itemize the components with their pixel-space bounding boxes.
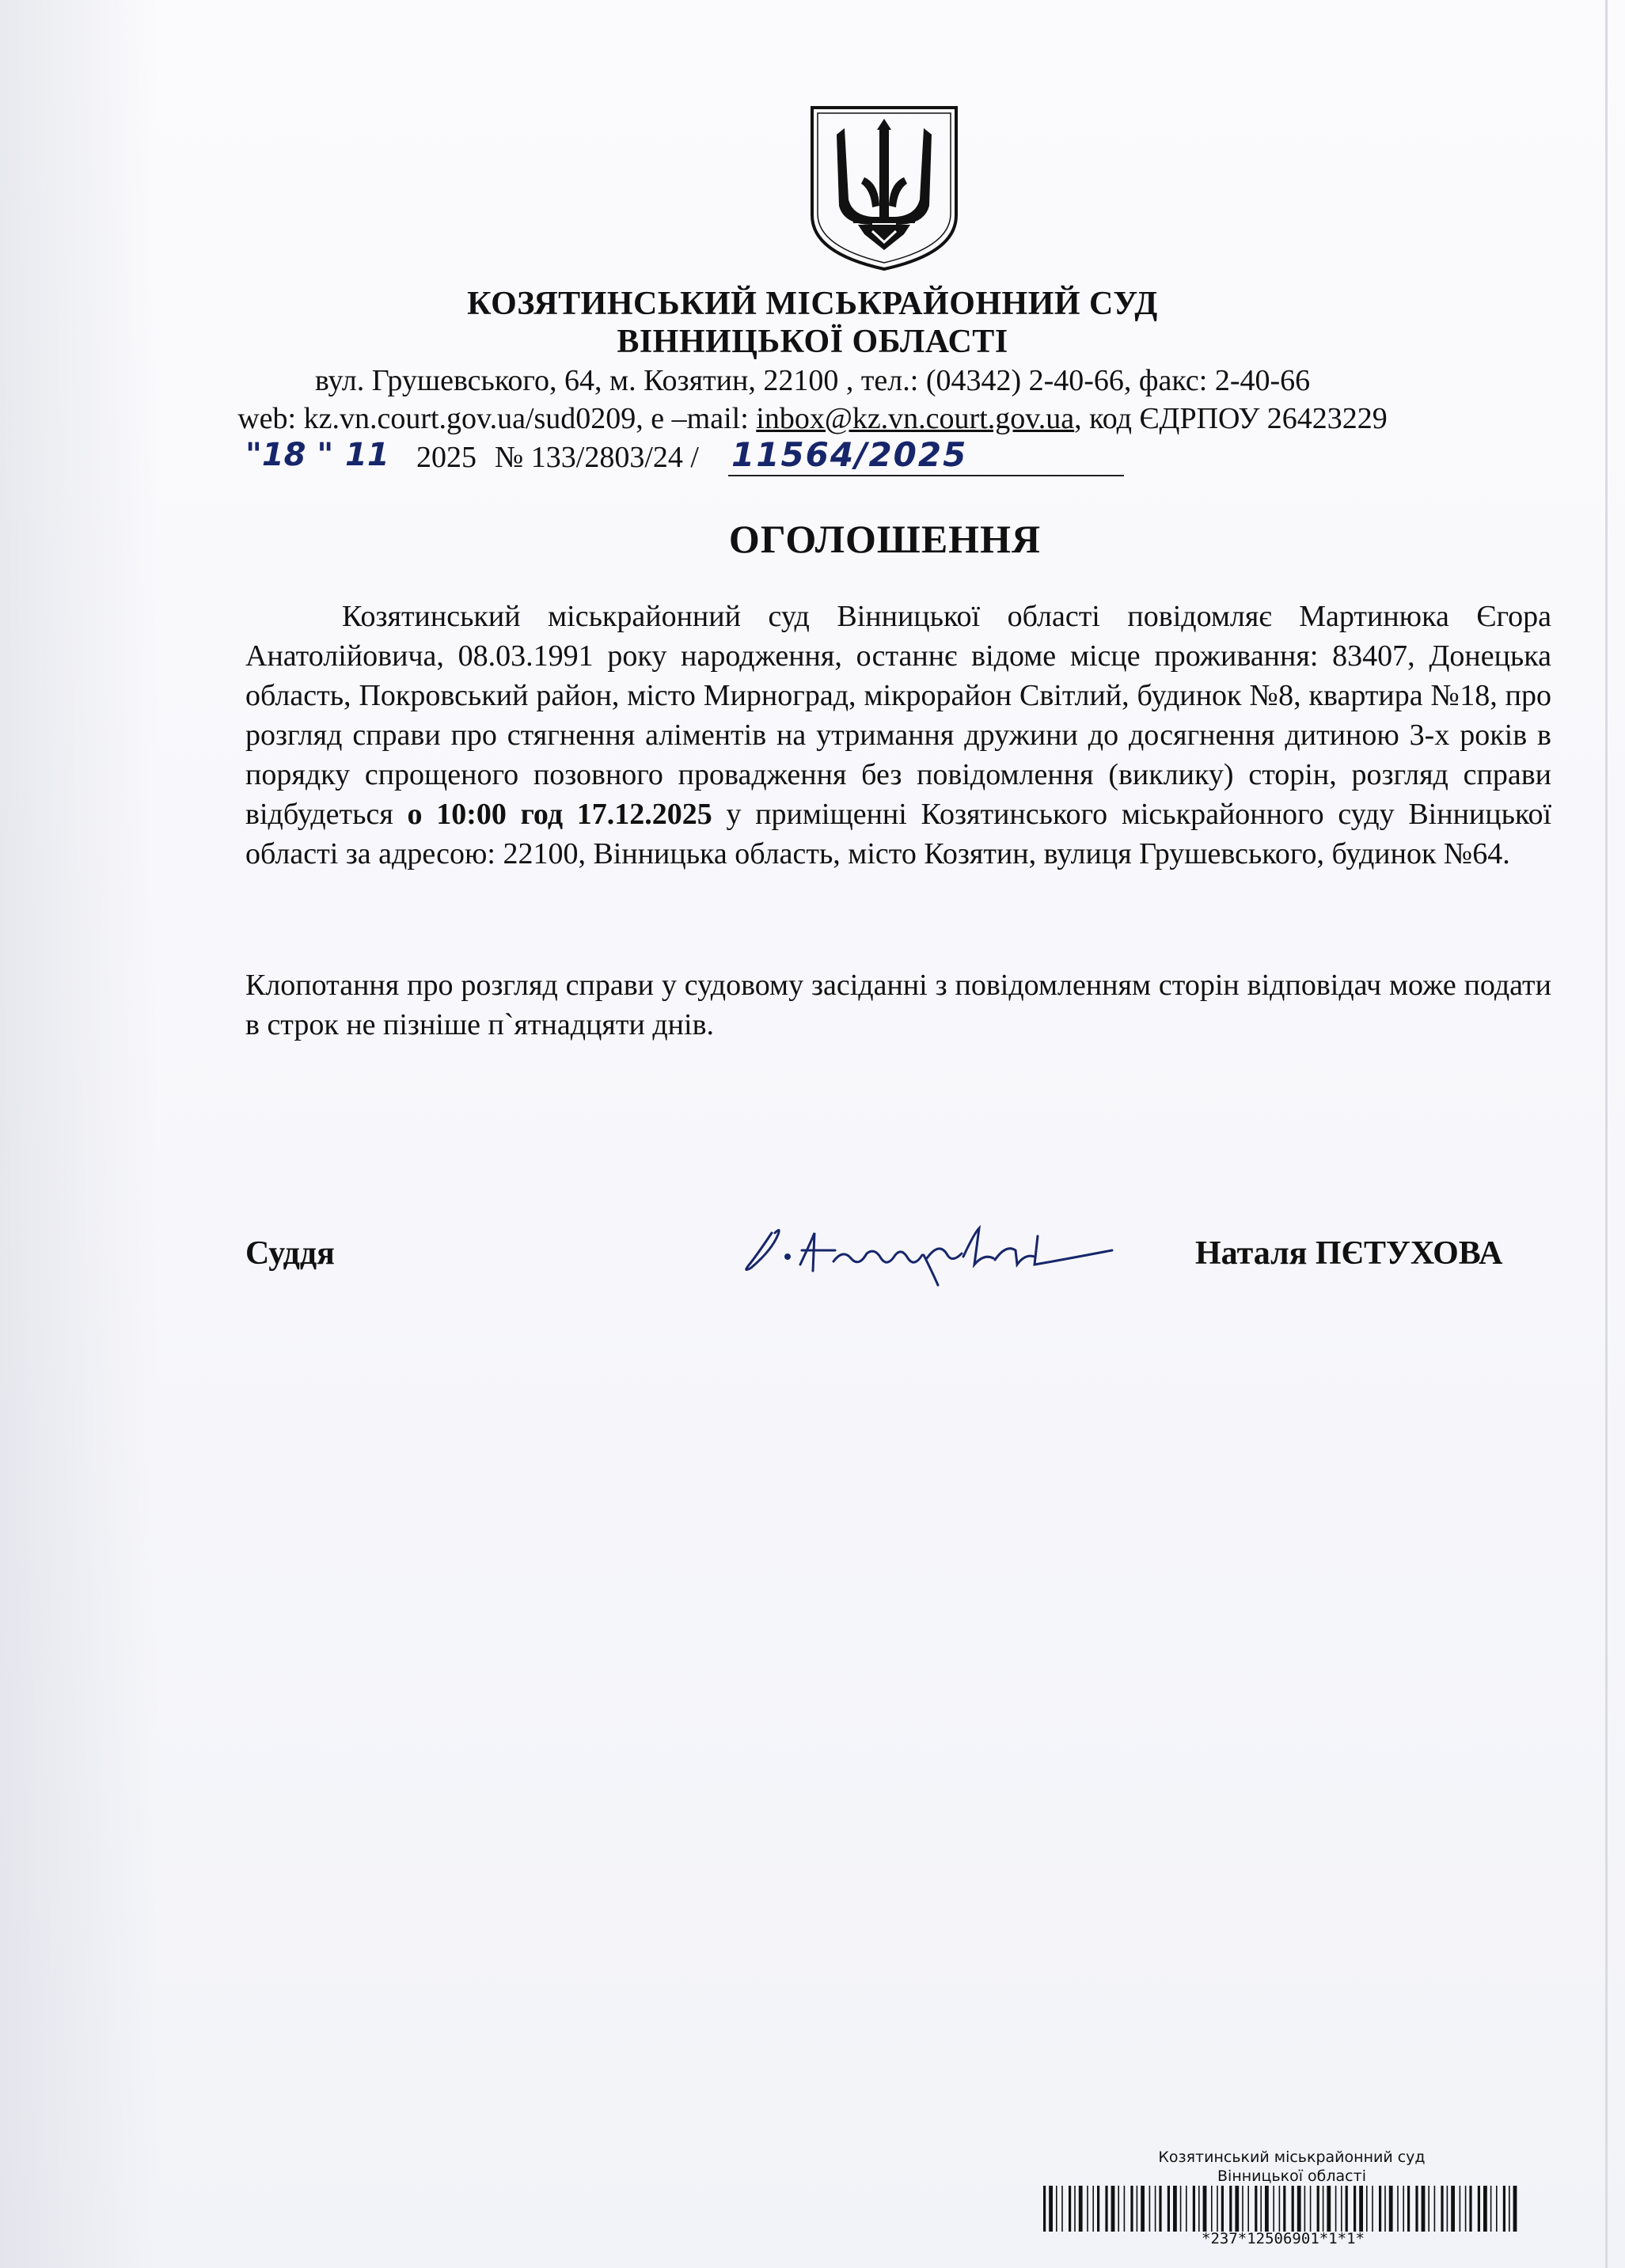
court-name-line2: ВІННИЦЬКОЇ ОБЛАСТІ [617, 324, 1008, 360]
registration-underline [728, 475, 1124, 476]
barcode-bar [1323, 2186, 1324, 2232]
barcode-bar [1069, 2186, 1071, 2232]
barcode-bar [1149, 2186, 1151, 2232]
barcode-bar [1173, 2186, 1177, 2232]
registration-day: "18 " [245, 437, 334, 473]
barcode-bar [1247, 2186, 1249, 2232]
barcode-bar [1056, 2186, 1057, 2232]
judge-role: Суддя [245, 1235, 335, 1272]
barcode-bar [1155, 2186, 1156, 2232]
paragraph1-start: Козятинський міськрайонний суд Вінницької області повідомляє Мартинюка Єгора Анатолійовича, 08.03.1991 року народження, останнє відоме місце проживання: 83407, Донецька область, Покровський район, місто Мирноград, мікрорайон Світлий, будинок №8, квартира №18, про розгляд справи про стягнення аліментів на утримання дружини до досягнення дитиною 3-х років в порядку спрощеного позовного провадження без повідомлення (виклику) сторін, розгляд справи відбудеться [245, 600, 1551, 831]
barcode-bar [1403, 2186, 1404, 2232]
barcode-bar [1137, 2186, 1138, 2232]
email-link[interactable]: inbox@kz.vn.court.gov.ua [756, 402, 1075, 435]
registration-year: 2025 [416, 441, 476, 474]
barcode-bar [1441, 2186, 1443, 2232]
barcode-bar [1483, 2186, 1487, 2232]
barcode-bar [1397, 2186, 1399, 2232]
barcode-bar [1509, 2186, 1510, 2232]
barcode-bar [1451, 2186, 1455, 2232]
barcode-bar [1180, 2186, 1182, 2232]
barcode-bar [1434, 2186, 1436, 2232]
barcode-bar [1193, 2186, 1195, 2232]
barcode-bar [1503, 2186, 1505, 2232]
trident-emblem-icon [809, 104, 959, 272]
barcode-bar [1304, 2186, 1306, 2232]
barcode-bar [1297, 2186, 1301, 2232]
barcode-bar [1124, 2186, 1126, 2232]
barcode-bar [1105, 2186, 1107, 2232]
barcode [1043, 2186, 1523, 2232]
barcode-bar [1415, 2186, 1418, 2232]
barcode-bar [1273, 2186, 1274, 2232]
barcode-bar [1447, 2186, 1448, 2232]
barcode-bar [1341, 2186, 1342, 2232]
barcode-bar [1490, 2186, 1492, 2232]
barcode-bar [1422, 2186, 1426, 2232]
web-address: web: kz.vn.court.gov.ua/sud0209, e –mail: [237, 402, 757, 435]
handwritten-signature [740, 1209, 1120, 1288]
barcode-bar [1327, 2186, 1331, 2232]
barcode-bar [1407, 2186, 1410, 2232]
barcode-bar [1079, 2186, 1083, 2232]
barcode-bar [1061, 2186, 1063, 2232]
barcode-bar [1384, 2186, 1386, 2232]
barcode-bar [1229, 2186, 1232, 2232]
paragraph1-end: у приміщенні Козятинського міськрайонного суду Вінницької області за адресою: 22100, Вінницька область, місто Козятин, вулиця Грушевського, будинок №64. [245, 798, 1552, 870]
barcode-bar [1359, 2186, 1363, 2232]
barcode-bar [1049, 2186, 1053, 2232]
announcement-paragraph-2: Клопотання про розгляд справи у судовому засіданні з повідомленням сторін відповідач може подати в строк не пізніше п`ятнадцяти днів. [245, 969, 1551, 1041]
judge-name: Наталя ПЄТУХОВА [1195, 1235, 1503, 1272]
footer-court-line1: Козятинський міськрайонний суд [1158, 2149, 1426, 2166]
announcement-title: ОГОЛОШЕННЯ [728, 517, 1042, 561]
case-number: № 133/2803/24 / [495, 441, 699, 474]
barcode-bar [1074, 2186, 1076, 2232]
court-contacts [0, 401, 1625, 436]
barcode-bar [1087, 2186, 1088, 2232]
footer-court-line2: Вінницької області [1217, 2167, 1366, 2185]
barcode-bar [1097, 2186, 1099, 2232]
barcode-bar [1317, 2186, 1319, 2232]
barcode-bar [1346, 2186, 1348, 2232]
barcode-bar [1513, 2186, 1517, 2232]
barcode-bar [1354, 2186, 1356, 2232]
barcode-bar [1167, 2186, 1170, 2232]
barcode-bar [1159, 2186, 1161, 2232]
barcode-bar [1242, 2186, 1243, 2232]
barcode-bar [1092, 2186, 1094, 2232]
barcode-bar [1310, 2186, 1312, 2232]
barcode-bar [1428, 2186, 1429, 2232]
barcode-bar [1372, 2186, 1373, 2232]
court-name-line1: КОЗЯТИНСЬКИЙ МІСЬКРАЙОННИЙ СУД [467, 286, 1158, 322]
barcode-bar [1366, 2186, 1368, 2232]
barcode-bar [1198, 2186, 1200, 2232]
barcode-bar [1186, 2186, 1187, 2232]
barcode-bar [1217, 2186, 1218, 2232]
hearing-datetime: о 10:00 год 17.12.2025 [407, 798, 712, 831]
court-address: вул. Грушевського, 64, м. Козятин, 22100 , тел.: (04342) 2-40-66, факс: 2-40-66 [314, 364, 1311, 397]
barcode-bar [1043, 2186, 1046, 2232]
barcode-bar [1478, 2186, 1480, 2232]
barcode-bar [1465, 2186, 1467, 2232]
barcode-bar [1279, 2186, 1281, 2232]
barcode-bar [1130, 2186, 1133, 2232]
barcode-bar [1389, 2186, 1393, 2232]
barcode-bar [1221, 2186, 1224, 2232]
barcode-bar [1235, 2186, 1239, 2232]
barcode-number: *237*12506901*1*1* [1202, 2230, 1365, 2247]
barcode-bar [1265, 2186, 1269, 2232]
barcode-bar [1111, 2186, 1115, 2232]
registration-month: 11 [345, 437, 389, 473]
footer-court-stamp [1070, 2148, 1513, 2186]
barcode-bar [1260, 2186, 1262, 2232]
barcode-bar [1379, 2186, 1381, 2232]
barcode-bar [1118, 2186, 1119, 2232]
barcode-bar [1335, 2186, 1337, 2232]
barcode-bar [1496, 2186, 1498, 2232]
edrpou-code: , код ЄДРПОУ 26423229 [1074, 402, 1388, 435]
barcode-bar [1469, 2186, 1471, 2232]
barcode-bar [1255, 2186, 1257, 2232]
outgoing-number: 11564/2025 [731, 435, 968, 474]
barcode-bar [1292, 2186, 1294, 2232]
barcode-bar [1283, 2186, 1285, 2232]
announcement-paragraph-1 [245, 597, 1551, 874]
barcode-bar [1203, 2186, 1207, 2232]
barcode-bar [1460, 2186, 1461, 2232]
barcode-bar [1211, 2186, 1213, 2232]
barcode-bar [1141, 2186, 1145, 2232]
